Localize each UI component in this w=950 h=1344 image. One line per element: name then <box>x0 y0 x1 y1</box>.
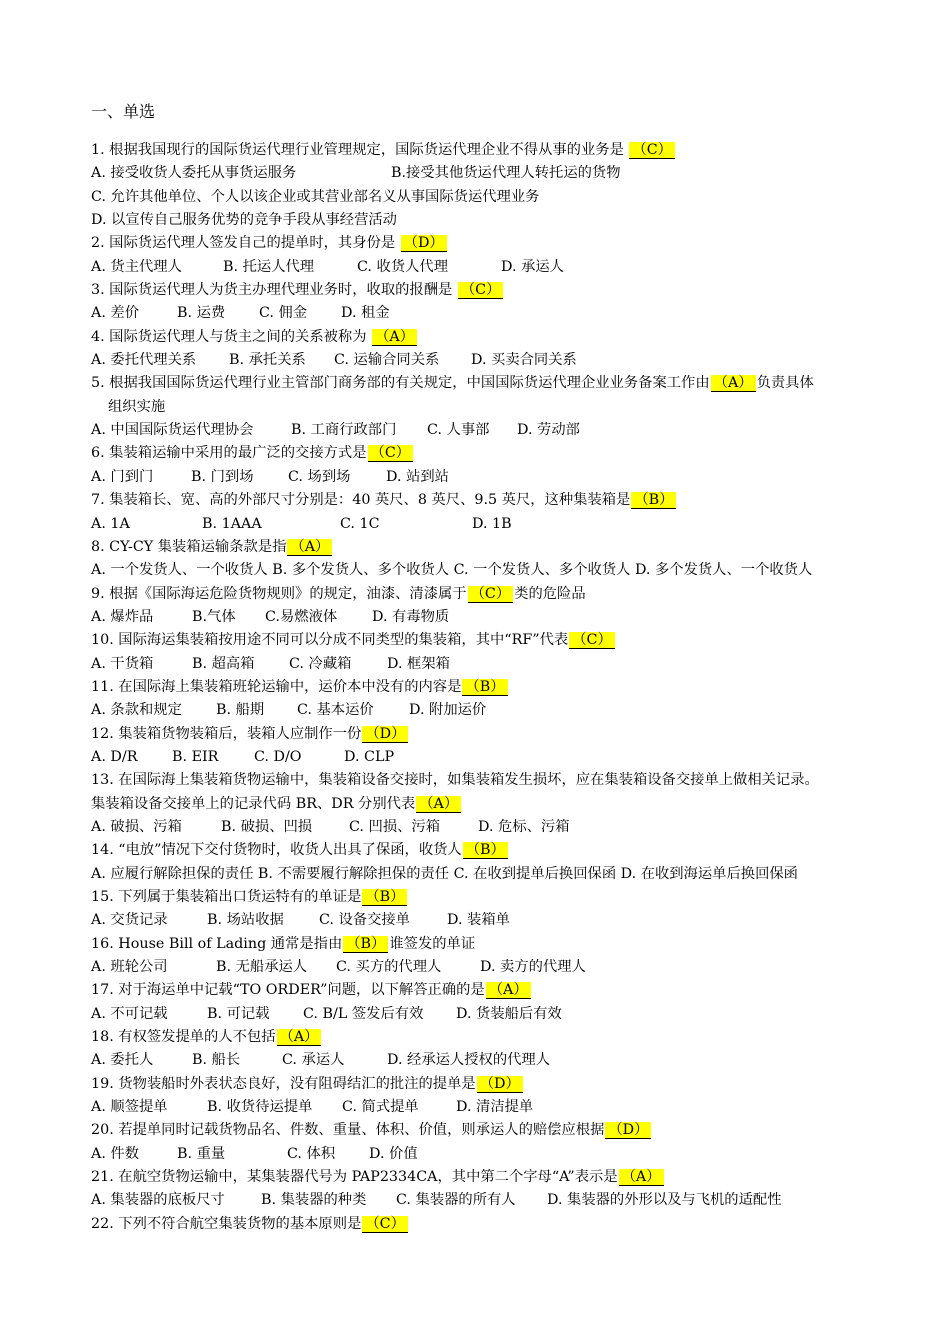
option-item: D. 卖方的代理人 <box>480 959 586 976</box>
option-row <box>91 302 891 325</box>
option-row <box>91 186 891 209</box>
option-row <box>91 1096 891 1119</box>
option-item: D. 租金 <box>341 305 390 322</box>
option-item: B. EIR <box>172 748 219 765</box>
question-text: 17. 对于海运单中记载“TO ORDER”问题，以下解答正确的是 <box>91 982 485 999</box>
question-text-continued: 组织实施 <box>108 398 166 415</box>
option-item: B. 破损、凹损 <box>221 818 313 835</box>
answer-highlight: （C） <box>368 445 414 462</box>
question-stem <box>91 536 891 559</box>
answer-highlight: （B） <box>463 842 508 859</box>
option-item: A. 不可记载 <box>91 1005 168 1022</box>
answer-highlight: （D） <box>605 1122 651 1139</box>
option-item: C. 冷藏箱 <box>289 655 352 672</box>
answer-highlight: （D） <box>401 235 447 252</box>
section-heading: 一、单选 <box>91 102 156 121</box>
option-item: C. 简式提单 <box>342 1099 419 1116</box>
question-stem <box>91 326 891 349</box>
answer-highlight: （B） <box>362 889 407 906</box>
option-item: D. 集装器的外形以及与飞机的适配性 <box>547 1192 782 1209</box>
option-item: B.气体 <box>192 608 236 625</box>
option-item: A. 委托人 <box>91 1052 154 1069</box>
option-item: B. 重量 <box>177 1145 226 1162</box>
option-item: B. 无船承运人 <box>216 959 308 976</box>
answer-highlight: （C） <box>629 142 675 159</box>
question-text: 15. 下列属于集装箱出口货运特有的单证是 <box>91 889 362 905</box>
question-stem <box>91 372 891 395</box>
option-item: A. 中国国际货运代理协会 <box>91 422 254 439</box>
answer-highlight: （A） <box>277 1029 322 1046</box>
option-item: B. 托运人代理 <box>223 258 315 275</box>
option-item: A. 差价 <box>91 305 140 322</box>
answer-highlight: （C） <box>569 632 615 649</box>
option-item: C. B/L 签发后有效 <box>303 1005 424 1022</box>
option-row <box>91 1049 891 1072</box>
question-stem <box>91 839 891 862</box>
question-list <box>91 139 891 1236</box>
option-item: B. 集装器的种类 <box>261 1192 367 1209</box>
question-text: 6. 集装箱运输中采用的最广泛的交接方式是 <box>91 445 367 462</box>
answer-highlight: （B） <box>343 936 388 953</box>
option-row <box>91 209 891 232</box>
option-item: C. 集装器的所有人 <box>396 1192 516 1209</box>
option-row <box>91 863 891 886</box>
question-text-tail: 负责具体 <box>756 375 814 392</box>
question-stem <box>91 139 891 162</box>
option-item: D. 买卖合同关系 <box>471 352 577 369</box>
option-row <box>91 1143 891 1166</box>
option-item: C. 佣金 <box>259 305 308 322</box>
question-stem-continued <box>91 396 891 419</box>
question-text-tail: 谁签发的单证 <box>389 935 476 952</box>
question-text: 11. 在国际海上集装箱班轮运输中，运价本中没有的内容是 <box>91 678 462 695</box>
option-text: A. 应履行解除担保的责任 B. 不需要履行解除担保的责任 C. 在收到提单后换回保函 D. 在收到海运单后换回保函 <box>91 865 798 882</box>
question-stem <box>91 723 891 746</box>
option-item: B.接受其他货运代理人转托运的货物 <box>391 165 621 182</box>
question-text: 12. 集装箱货物装箱后，装箱人应制作一份 <box>91 725 362 742</box>
option-item: C. 场到场 <box>288 468 351 485</box>
option-item: C. 设备交接单 <box>319 912 411 929</box>
answer-highlight: （A） <box>711 375 756 392</box>
option-item: A. 委托代理关系 <box>91 352 197 369</box>
option-row <box>91 162 891 185</box>
answer-highlight: （D） <box>477 1076 523 1093</box>
option-item: A. 条款和规定 <box>91 702 182 719</box>
answer-highlight: （D） <box>362 726 408 743</box>
option-item: B. 场站收据 <box>207 912 284 929</box>
option-item: D. 装箱单 <box>447 912 510 929</box>
question-text: 22. 下列不符合航空集装货物的基本原则是 <box>91 1215 362 1232</box>
answer-highlight: （C） <box>362 1216 408 1233</box>
answer-highlight: （B） <box>462 679 507 696</box>
question-stem-continued <box>91 793 891 816</box>
option-item: D. 承运人 <box>501 258 564 275</box>
option-item: D. CLP <box>344 748 395 765</box>
question-text: 18. 有权签发提单的人不包括 <box>91 1029 276 1046</box>
question-text: 5. 根据我国国际货运代理行业主管部门商务部的有关规定，中国国际货运代理企业业务备案工作由 <box>91 375 710 392</box>
option-item: B. 门到场 <box>191 468 254 485</box>
option-row <box>91 349 891 372</box>
question-text: 9. 根据《国际海运危险货物规则》的规定，油漆、清漆属于 <box>91 585 467 602</box>
answer-highlight: （C） <box>468 586 514 603</box>
option-row <box>91 1003 891 1026</box>
document-page <box>91 100 891 1236</box>
question-text: 13. 在国际海上集装箱货物运输中，集装箱设备交接时，如集装箱发生损坏，应在集装箱设备交接单上做相关记录。 <box>91 772 819 789</box>
option-row <box>91 256 891 279</box>
question-text: 21. 在航空货物运输中，某集装器代号为 PAP2334CA，其中第二个字母“A”表示是 <box>91 1169 618 1186</box>
question-stem <box>91 489 891 512</box>
option-row <box>91 699 891 722</box>
option-item: B. 承托关系 <box>229 352 306 369</box>
option-item: A. 破损、污箱 <box>91 818 182 835</box>
option-item: B. 船期 <box>216 702 265 719</box>
question-stem <box>91 1166 891 1189</box>
option-item: D. 价值 <box>369 1145 418 1162</box>
option-item: C. 体积 <box>287 1145 336 1162</box>
option-item: C. 人事部 <box>427 422 490 439</box>
option-row <box>91 466 891 489</box>
option-item: A. 爆炸品 <box>91 608 154 625</box>
option-item: D. 框架箱 <box>387 655 450 672</box>
option-item: C.易燃液体 <box>265 608 338 625</box>
option-item: A. 接受收货人委托从事货运服务 <box>91 165 297 182</box>
question-text: 7. 集装箱长、宽、高的外部尺寸分别是：40 英尺、8 英尺、9.5 英尺，这种集装箱是 <box>91 492 631 509</box>
option-item: A. 1A <box>91 515 130 532</box>
option-item: C. 运输合同关系 <box>334 352 440 369</box>
option-item: D. 劳动部 <box>517 422 580 439</box>
question-text: 3. 国际货运代理人为货主办理代理业务时，收取的报酬是 <box>91 282 457 299</box>
question-stem <box>91 279 891 302</box>
option-item: D. 1B <box>472 515 512 532</box>
question-text: 2. 国际货运代理人签发自己的提单时，其身份是 <box>91 235 400 252</box>
option-item: A. 干货箱 <box>91 655 154 672</box>
option-item: A. 交货记录 <box>91 912 168 929</box>
option-text: A. 一个发货人、一个收货人 B. 多个发货人、多个收货人 C. 一个发货人、多个收货人 D. 多个发货人、一个收货人 <box>91 562 813 579</box>
question-text: 8. CY-CY 集装箱运输条款是指 <box>91 538 287 555</box>
answer-highlight: （B） <box>631 492 676 509</box>
option-item: D. 清洁提单 <box>456 1099 534 1116</box>
answer-highlight: （A） <box>486 982 531 999</box>
option-item: A. D/R <box>91 748 138 765</box>
question-text-tail: 类的危险品 <box>514 585 586 602</box>
option-item: A. 顺签提单 <box>91 1099 168 1116</box>
question-stem <box>91 629 891 652</box>
option-item: A. 班轮公司 <box>91 959 168 976</box>
question-text: 10. 国际海运集装箱按用途不同可以分成不同类型的集装箱，其中“RF”代表 <box>91 632 569 649</box>
option-item: B. 可记载 <box>207 1005 270 1022</box>
answer-highlight: （C） <box>458 282 504 299</box>
option-item: C. 收货人代理 <box>357 258 449 275</box>
option-item: A. 货主代理人 <box>91 258 182 275</box>
answer-highlight: （A） <box>416 796 461 813</box>
question-stem <box>91 1026 891 1049</box>
option-row <box>91 956 891 979</box>
option-item: D. 货装船后有效 <box>456 1005 562 1022</box>
answer-highlight: （A） <box>619 1169 664 1186</box>
option-item: A. 门到门 <box>91 468 154 485</box>
question-stem <box>91 1213 891 1236</box>
option-row <box>91 816 891 839</box>
option-item: A. 集装器的底板尺寸 <box>91 1192 225 1209</box>
option-row <box>91 606 891 629</box>
option-item: A. 件数 <box>91 1145 140 1162</box>
question-text: 19. 货物装船时外表状态良好，没有阻碍结汇的批注的提单是 <box>91 1075 476 1092</box>
option-item: C. 买方的代理人 <box>336 959 442 976</box>
question-stem <box>91 1119 891 1142</box>
question-text: 20. 若提单同时记载货物品名、件数、重量、体积、价值，则承运人的赔偿应根据 <box>91 1122 605 1139</box>
option-row <box>91 909 891 932</box>
question-stem <box>91 769 891 792</box>
option-text: D. 以宣传自己服务优势的竞争手段从事经营活动 <box>91 212 397 229</box>
option-row <box>91 419 891 442</box>
option-item: D. 站到站 <box>386 468 449 485</box>
option-item: B. 收货待运提单 <box>207 1099 313 1116</box>
option-item: C. 凹损、污箱 <box>349 818 441 835</box>
answer-highlight: （A） <box>287 539 332 556</box>
option-row <box>91 1189 891 1212</box>
option-item: B. 船长 <box>192 1052 241 1069</box>
question-text: 14. “电放”情况下交付货物时，收货人出具了保函，收货人 <box>91 842 462 859</box>
option-item: B. 工商行政部门 <box>291 422 397 439</box>
option-text: C. 允许其他单位、个人以该企业或其营业部名义从事国际货运代理业务 <box>91 188 540 205</box>
option-item: D. 危标、污箱 <box>478 818 570 835</box>
option-item: B. 运费 <box>177 305 226 322</box>
option-item: C. 基本运价 <box>297 702 374 719</box>
option-row <box>91 559 891 582</box>
question-stem <box>91 979 891 1002</box>
option-row <box>91 746 891 769</box>
question-text-continued: 集装箱设备交接单上的记录代码 BR、DR 分别代表 <box>91 795 416 812</box>
question-stem <box>91 676 891 699</box>
option-item: D. 附加运价 <box>409 702 487 719</box>
option-item: C. 承运人 <box>282 1052 345 1069</box>
option-item: B. 超高箱 <box>192 655 255 672</box>
question-stem <box>91 583 891 606</box>
option-item: D. 经承运人授权的代理人 <box>387 1052 551 1069</box>
question-stem <box>91 933 891 956</box>
question-stem <box>91 1073 891 1096</box>
option-item: C. 1C <box>340 515 380 532</box>
option-item: D. 有毒物质 <box>372 608 450 625</box>
option-item: B. 1AAA <box>202 515 262 532</box>
option-row <box>91 653 891 676</box>
question-stem <box>91 442 891 465</box>
question-text: 4. 国际货运代理人与货主之间的关系被称为 <box>91 328 372 345</box>
question-stem <box>91 886 891 909</box>
question-text: 1. 根据我国现行的国际货运代理行业管理规定，国际货运代理企业不得从事的业务是 <box>91 142 629 158</box>
question-text: 16. House Bill of Lading 通常是指由 <box>91 935 343 952</box>
option-item: C. D/O <box>254 748 302 765</box>
question-stem <box>91 232 891 255</box>
answer-highlight: （A） <box>372 329 417 346</box>
option-row <box>91 513 891 536</box>
